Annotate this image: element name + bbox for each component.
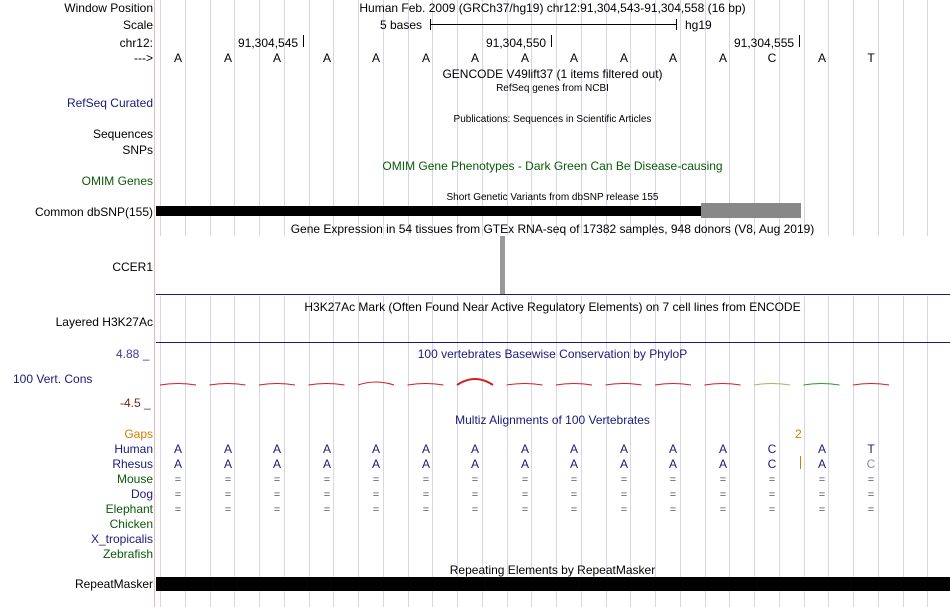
base-letter: A xyxy=(718,51,727,65)
gaps-label: Gaps xyxy=(124,427,153,441)
alignment-match-mark: = xyxy=(768,489,776,501)
alignment-match-mark: = xyxy=(669,504,677,516)
species-label-x_tropicalis[interactable]: X_tropicalis xyxy=(90,532,153,546)
cons-track-title[interactable]: 100 vertebrates Basewise Conservation by PhyloP xyxy=(417,347,688,361)
window-position-label: Window Position xyxy=(64,1,153,15)
alignment-match-mark: = xyxy=(224,489,232,501)
species-label-mouse[interactable]: Mouse xyxy=(116,472,153,486)
human-base: A xyxy=(520,442,529,456)
alignment-match-mark: = xyxy=(818,489,826,501)
alignment-match-mark: = xyxy=(372,489,380,501)
alignment-match-mark: = xyxy=(867,474,875,486)
gtex-track-area[interactable] xyxy=(156,236,950,296)
rhesus-base: A xyxy=(569,457,578,471)
dbsnp-highlight-bar[interactable] xyxy=(701,203,801,218)
alignment-match-mark: = xyxy=(323,474,331,486)
rhesus-base: A xyxy=(421,457,430,471)
alignment-match-mark: = xyxy=(174,489,182,501)
rhesus-base: C xyxy=(767,457,777,471)
cons-track-label[interactable]: 100 Vert. Cons xyxy=(13,372,93,386)
alignment-match-mark: = xyxy=(570,504,578,516)
human-base: A xyxy=(173,442,182,456)
repeatmasker-track-title[interactable]: Repeating Elements by RepeatMasker xyxy=(449,563,656,577)
rhesus-base: A xyxy=(322,457,331,471)
alignment-match-mark: = xyxy=(669,474,677,486)
conservation-segment xyxy=(160,384,196,386)
human-base: A xyxy=(619,442,628,456)
alignment-match-mark: = xyxy=(273,504,281,516)
conservation-segment xyxy=(606,384,642,386)
cons-min-label: -4.5 _ xyxy=(120,396,151,410)
omim-track-title[interactable]: OMIM Gene Phenotypes - Dark Green Can Be Disease-causing xyxy=(382,159,723,173)
refseq-track-title[interactable]: RefSeq genes from NCBI xyxy=(496,83,609,94)
rhesus-base: A xyxy=(718,457,727,471)
human-base: A xyxy=(223,442,232,456)
snps-label[interactable]: SNPs xyxy=(122,143,153,157)
conservation-segment xyxy=(804,384,840,386)
coord-label-2: 91,304,550 xyxy=(486,36,547,50)
rhesus-base: A xyxy=(817,457,826,471)
layered-h3k27ac-label[interactable]: Layered H3K27Ac xyxy=(55,315,153,329)
human-base: T xyxy=(867,442,875,456)
alignment-match-mark: = xyxy=(372,474,380,486)
human-base: A xyxy=(371,442,380,456)
alignment-match-mark: = xyxy=(471,474,479,486)
base-letter: A xyxy=(322,51,331,65)
alignment-match-mark: = xyxy=(422,504,430,516)
repeatmasker-label[interactable]: RepeatMasker xyxy=(74,577,153,591)
rhesus-base: A xyxy=(272,457,281,471)
alignment-match-mark: = xyxy=(818,504,826,516)
alignment-match-mark: = xyxy=(620,489,628,501)
conservation-segment xyxy=(556,384,592,386)
chrom-label[interactable]: chr12: xyxy=(119,36,153,50)
base-letter: A xyxy=(272,51,281,65)
alignment-match-mark: = xyxy=(719,489,727,501)
alignment-match-mark: = xyxy=(719,474,727,486)
common-dbsnp-label[interactable]: Common dbSNP(155) xyxy=(34,205,153,219)
sequences-label[interactable]: Sequences xyxy=(92,127,153,141)
refseq-curated-label[interactable]: RefSeq Curated xyxy=(66,96,153,110)
alignment-match-mark: = xyxy=(471,504,479,516)
alignment-match-mark: = xyxy=(521,489,529,501)
conservation-segment xyxy=(457,379,493,385)
conservation-segment xyxy=(754,384,790,386)
base-letter: A xyxy=(619,51,628,65)
species-label-human[interactable]: Human xyxy=(114,442,153,456)
species-label-chicken[interactable]: Chicken xyxy=(109,517,153,531)
gaps-count: 2 xyxy=(795,427,802,441)
alignment-match-mark: = xyxy=(620,474,628,486)
alignment-match-mark: = xyxy=(768,504,776,516)
base-letter: C xyxy=(767,51,777,65)
alignment-match-mark: = xyxy=(867,504,875,516)
rhesus-base: A xyxy=(223,457,232,471)
rhesus-base: A xyxy=(668,457,677,471)
alignment-match-mark: = xyxy=(669,489,677,501)
alignment-match-mark: = xyxy=(620,504,628,516)
species-label-dog[interactable]: Dog xyxy=(130,487,153,501)
conservation-segment xyxy=(309,384,345,386)
coord-tick-1 xyxy=(303,35,304,47)
coord-tick-2 xyxy=(551,35,552,47)
rhesus-base: A xyxy=(619,457,628,471)
h3k27ac-baseline xyxy=(156,342,950,343)
multiz-track-title[interactable]: Multiz Alignments of 100 Vertebrates xyxy=(455,413,650,427)
human-base: A xyxy=(322,442,331,456)
alignment-match-mark: = xyxy=(224,504,232,516)
gtex-expression-bar[interactable] xyxy=(500,236,505,295)
alignment-match-mark: = xyxy=(422,474,430,486)
alignment-match-mark: = xyxy=(273,474,281,486)
h3k27ac-track-title[interactable]: H3K27Ac Mark (Often Found Near Active Regulatory Elements) on 7 cell lines from ENCODE xyxy=(304,300,801,314)
base-letter: A xyxy=(817,51,826,65)
base-letter: A xyxy=(173,51,182,65)
human-base: A xyxy=(569,442,578,456)
coord-label-1: 91,304,545 xyxy=(238,36,299,50)
human-base: A xyxy=(272,442,281,456)
alignment-match-mark: = xyxy=(818,474,826,486)
gtex-baseline xyxy=(156,294,950,295)
human-base: A xyxy=(421,442,430,456)
alignment-match-mark: = xyxy=(719,504,727,516)
species-label-elephant[interactable]: Elephant xyxy=(105,502,153,516)
rhesus-base: A xyxy=(173,457,182,471)
rhesus-gap-marker xyxy=(800,456,801,469)
conservation-segment xyxy=(210,384,246,386)
alignment-match-mark: = xyxy=(768,474,776,486)
conservation-segment xyxy=(705,384,741,386)
coord-label-3: 91,304,555 xyxy=(734,36,795,50)
alignment-match-mark: = xyxy=(570,489,578,501)
rhesus-base: A xyxy=(371,457,380,471)
conservation-segment xyxy=(507,384,543,386)
alignment-match-mark: = xyxy=(521,474,529,486)
omim-genes-label[interactable]: OMIM Genes xyxy=(81,174,153,188)
base-letter: A xyxy=(421,51,430,65)
scale-assembly: hg19 xyxy=(685,18,712,32)
human-base: C xyxy=(767,442,777,456)
alignment-match-mark: = xyxy=(372,504,380,516)
gencode-track-title[interactable]: GENCODE V49lift37 (1 items filtered out) xyxy=(442,67,663,81)
conservation-segment xyxy=(358,382,394,385)
alignment-match-mark: = xyxy=(323,489,331,501)
rhesus-base: A xyxy=(470,457,479,471)
alignment-match-mark: = xyxy=(224,474,232,486)
rhesus-base: A xyxy=(520,457,529,471)
coord-tick-3 xyxy=(799,35,800,47)
alignment-match-mark: = xyxy=(422,489,430,501)
conservation-segment xyxy=(655,384,691,386)
alignment-match-mark: = xyxy=(867,489,875,501)
cons-max-label: 4.88 _ xyxy=(116,347,150,361)
base-letter: A xyxy=(470,51,479,65)
alignment-match-mark: = xyxy=(273,489,281,501)
human-base: A xyxy=(470,442,479,456)
repeatmasker-feature-bar[interactable] xyxy=(156,577,950,591)
ccer1-label[interactable]: CCER1 xyxy=(112,260,153,274)
alignment-match-mark: = xyxy=(323,504,331,516)
strand-label: ---> xyxy=(134,51,153,65)
human-base: A xyxy=(817,442,826,456)
base-letter: T xyxy=(867,51,875,65)
conservation-segment xyxy=(259,384,295,386)
window-position-value[interactable]: Human Feb. 2009 (GRCh37/hg19) chr12:91,304,543-91,304,558 (16 bp) xyxy=(359,1,746,15)
base-letter: A xyxy=(668,51,677,65)
base-letter: A xyxy=(569,51,578,65)
publications-track-title[interactable]: Publications: Sequences in Scientific Articles xyxy=(453,114,652,125)
base-letter: A xyxy=(223,51,232,65)
human-base: A xyxy=(668,442,677,456)
rhesus-base: C xyxy=(866,457,876,471)
conservation-segment xyxy=(853,384,889,386)
base-letter: A xyxy=(371,51,380,65)
gtex-track-title[interactable]: Gene Expression in 54 tissues from GTEx RNA-seq of 17382 samples, 948 donors (V8, Aug 2019) xyxy=(290,222,815,236)
dbsnp-track-title[interactable]: Short Genetic Variants from dbSNP release 155 xyxy=(446,192,659,203)
alignment-match-mark: = xyxy=(174,474,182,486)
base-letter: A xyxy=(520,51,529,65)
species-label-zebrafish[interactable]: Zebrafish xyxy=(102,547,153,561)
alignment-match-mark: = xyxy=(570,474,578,486)
conservation-wiggle[interactable] xyxy=(156,375,950,395)
scale-text: 5 bases xyxy=(380,18,423,32)
conservation-segment xyxy=(408,384,444,386)
species-label-rhesus[interactable]: Rhesus xyxy=(112,457,153,471)
alignment-match-mark: = xyxy=(174,504,182,516)
human-base: A xyxy=(718,442,727,456)
scale-label: Scale xyxy=(122,18,153,32)
alignment-match-mark: = xyxy=(471,489,479,501)
alignment-match-mark: = xyxy=(521,504,529,516)
